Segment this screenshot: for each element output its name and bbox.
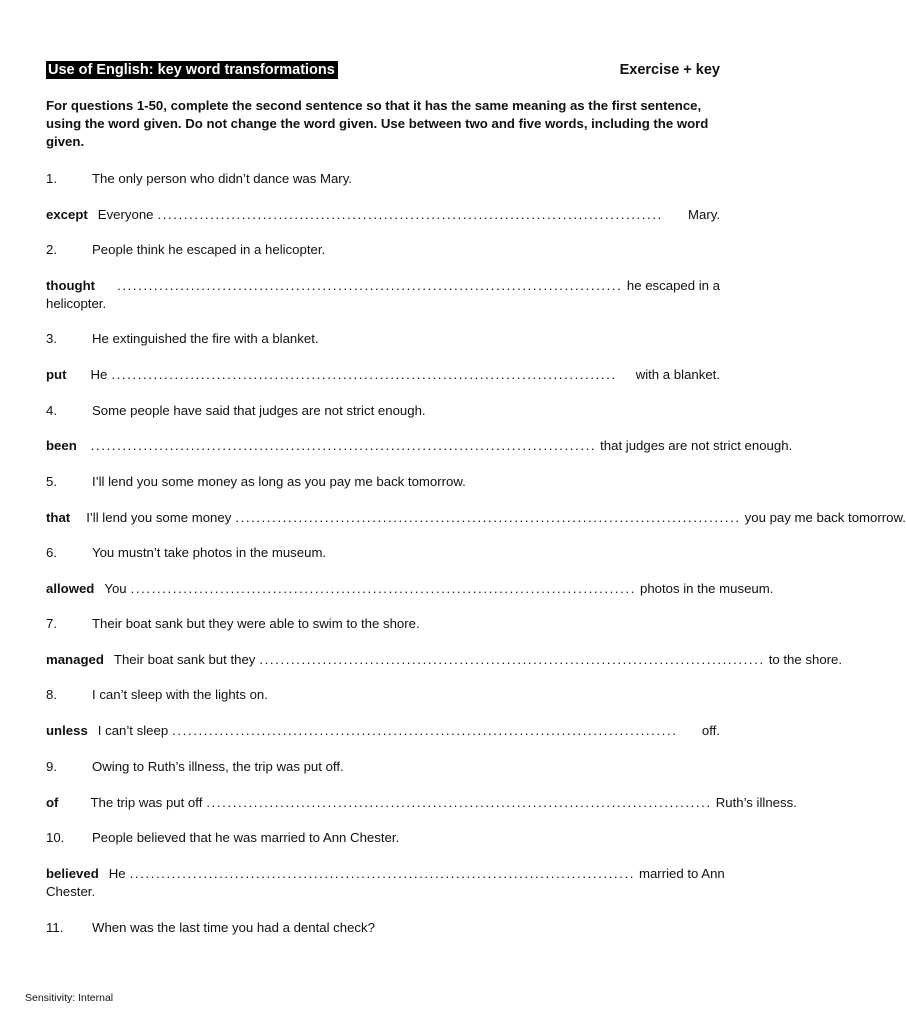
question-number: 11. [46,920,64,935]
answer-gap[interactable]: ................................................................................................ [235,510,741,525]
question-number: 4. [46,403,57,418]
answer-prefix: He [90,367,108,382]
question-sentence: Their boat sank but they were able to swim to the shore. [92,616,420,631]
question-sentence: When was the last time you had a dental check? [92,920,375,935]
question-sentence: You mustn’t take photos in the museum. [92,545,327,560]
answer-suffix: Mary. [688,207,720,222]
answer-continuation: helicopter. [46,296,107,311]
answer-prefix: The trip was put off [90,795,203,810]
answer-6 [46,580,774,598]
question-sentence: Owing to Ruth’s illness, the trip was put off. [92,759,344,774]
key-word: believed [46,866,99,881]
question-sentence: The only person who didn’t dance was Mary. [92,171,352,186]
instructions: For questions 1-50, complete the second sentence so that it has the same meaning as the first sentence, using the word given. Do not change the word given. Use between two and five words, including the word given. [46,98,709,149]
question-number: 1. [46,171,57,186]
answer-1 [46,206,720,224]
key-word: unless [46,723,88,738]
question-number: 3. [46,331,57,346]
question-number: 6. [46,545,57,560]
answer-suffix: he escaped in a [626,278,720,293]
answer-gap[interactable]: ................................................................................................ [172,723,678,738]
key-word: managed [46,652,104,667]
key-word: that [46,510,71,525]
answer-prefix: I’ll lend you some money [86,510,232,525]
key-word: of [46,795,59,810]
answer-prefix: Their boat sank but they [113,652,256,667]
answer-gap[interactable]: ................................................................................................ [117,278,623,293]
answer-suffix: married to Ann [638,866,725,881]
answer-2 [46,277,720,313]
answer-gap[interactable]: ................................................................................................ [129,866,635,881]
answer-8 [46,722,720,740]
answer-gap[interactable]: ................................................................................................ [259,652,765,667]
question-number: 5. [46,474,57,489]
question-sentence: People believed that he was married to Ann Chester. [92,830,400,845]
question-sentence: He extinguished the fire with a blanket. [92,331,319,346]
key-word: except [46,207,88,222]
question-number: 7. [46,616,57,631]
answer-suffix: that judges are not strict enough. [600,438,793,453]
answer-10 [46,865,725,901]
key-word: put [46,367,67,382]
question-number: 2. [46,242,57,257]
answer-9 [46,794,797,812]
answer-suffix: off. [701,723,720,738]
question-number: 9. [46,759,57,774]
answer-continuation: Chester. [46,884,96,899]
key-word: thought [46,278,96,293]
answer-suffix: photos in the museum. [639,581,774,596]
document-title: Use of English: key word transformations [46,61,338,79]
question-number: 8. [46,687,57,702]
sensitivity-footer: Sensitivity: Internal [25,992,114,1004]
answer-5 [46,509,906,527]
answer-3 [46,366,720,384]
answer-gap[interactable]: ................................................................................................ [130,581,636,596]
question-sentence: I’ll lend you some money as long as you pay me back tomorrow. [92,474,466,489]
header [46,61,720,83]
answer-prefix: Everyone [97,207,154,222]
question-sentence: Some people have said that judges are not strict enough. [92,403,426,418]
answer-gap[interactable]: ................................................................................................ [206,795,712,810]
answer-4 [46,437,793,455]
exercise-label: Exercise + key [619,62,720,78]
answer-prefix: I can’t sleep [97,723,169,738]
answer-suffix: with a blanket. [635,367,720,382]
key-word: been [46,438,77,453]
answer-gap[interactable]: ................................................................................................ [157,207,663,222]
question-sentence: I can’t sleep with the lights on. [92,687,268,702]
answer-prefix: You [104,581,127,596]
answer-prefix: He [108,866,126,881]
question-sentence: People think he escaped in a helicopter. [92,242,326,257]
answer-7 [46,651,843,669]
answer-suffix: you pay me back tomorrow. [744,510,906,525]
question-number: 10. [46,830,65,845]
answer-suffix: Ruth’s illness. [715,795,797,810]
key-word: allowed [46,581,95,596]
answer-gap[interactable]: ................................................................................................ [111,367,617,382]
answer-gap[interactable]: ................................................................................................ [90,438,597,453]
answer-suffix: to the shore. [768,652,843,667]
